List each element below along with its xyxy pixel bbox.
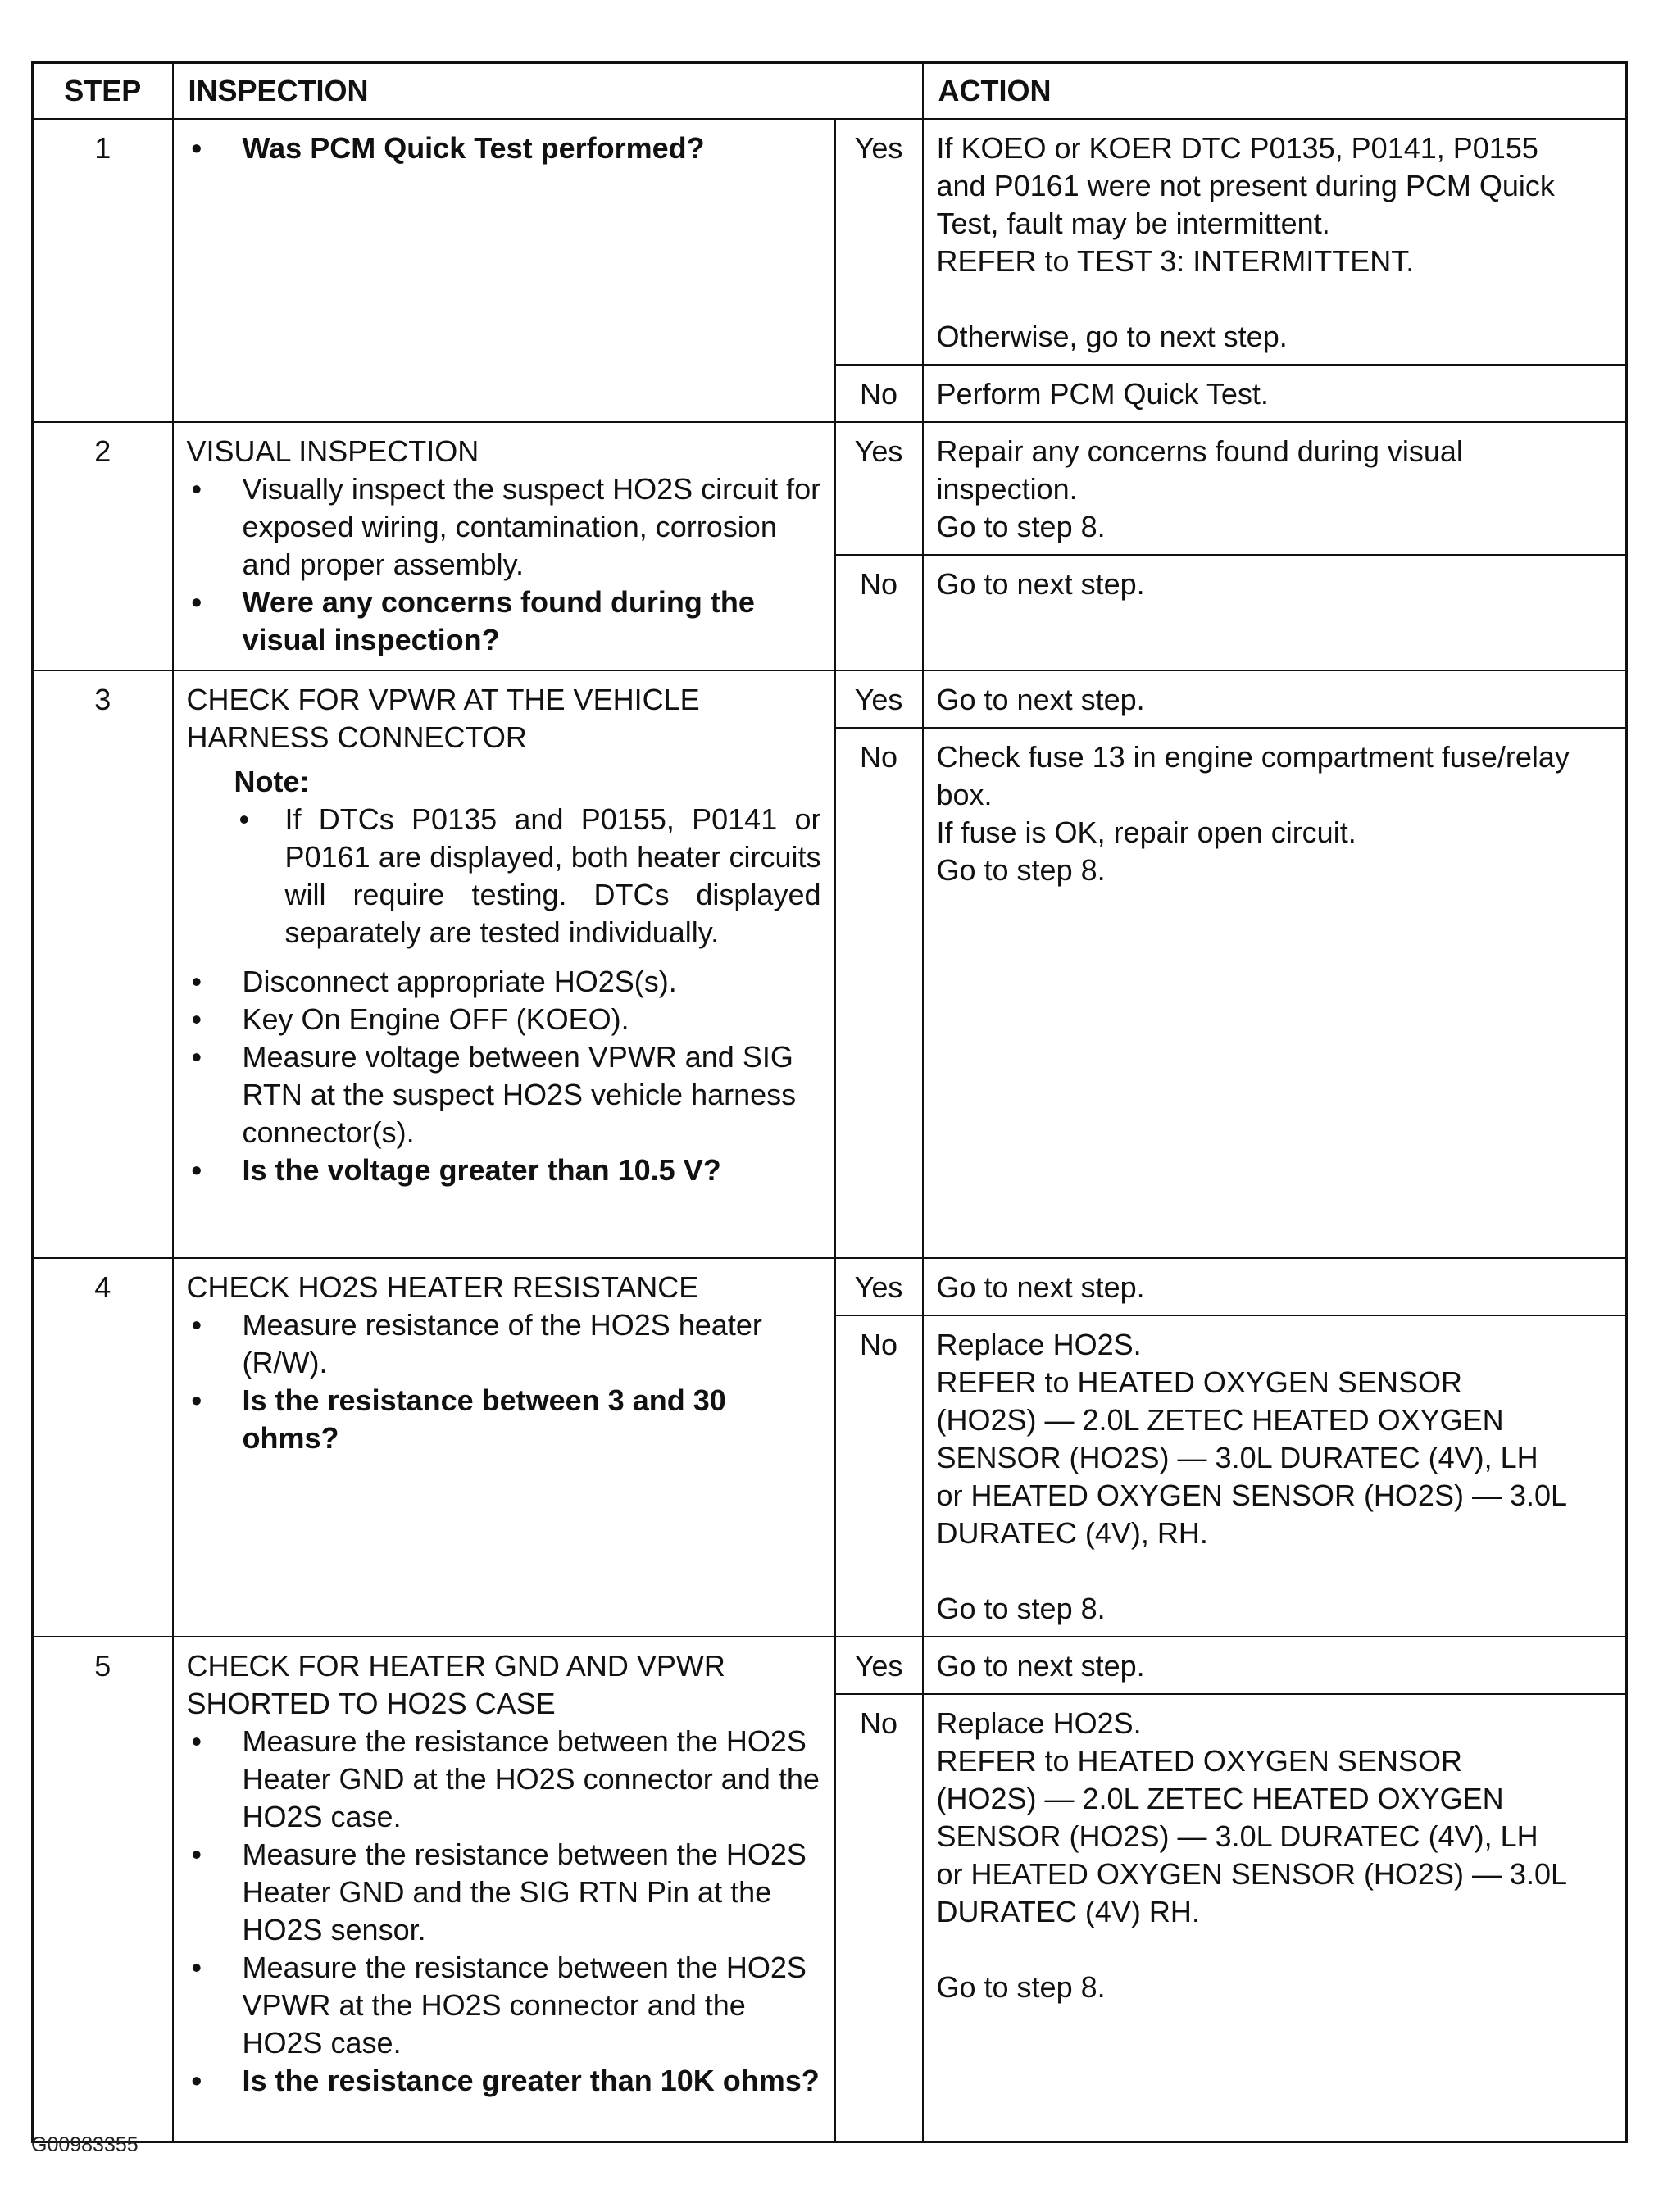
yes-label: Yes bbox=[835, 119, 923, 365]
action-line: Go to step 8. bbox=[936, 1970, 1106, 2004]
no-action bbox=[923, 1694, 1627, 2142]
inspection-bullet: • Key On Engine OFF (KOEO). bbox=[187, 1001, 821, 1038]
action-line: Go to next step. bbox=[936, 567, 1145, 601]
no-action bbox=[923, 555, 1627, 670]
action-line: (HO2S) — 2.0L ZETEC HEATED OXYGEN bbox=[936, 1403, 1504, 1437]
step-number: 4 bbox=[33, 1258, 173, 1637]
header-inspection: INSPECTION bbox=[173, 63, 923, 120]
action-line: Test, fault may be intermittent. bbox=[936, 207, 1330, 240]
note-title: Note: bbox=[234, 765, 310, 798]
header-action: ACTION bbox=[923, 63, 1627, 120]
action-line: Go to next step. bbox=[936, 1270, 1145, 1304]
inspection-bullet: • Measure voltage between VPWR and SIG RTN at the suspect HO2S vehicle harness connector(s). bbox=[187, 1038, 821, 1151]
inspection-bullets bbox=[187, 1723, 821, 2100]
action-line: REFER to HEATED OXYGEN SENSOR bbox=[936, 1744, 1462, 1778]
yes-action bbox=[923, 1258, 1627, 1315]
diagnostic-table bbox=[31, 61, 1628, 2143]
blank-line bbox=[937, 1931, 1613, 1969]
inspection-bullet: • Visually inspect the suspect HO2S circuit for exposed wiring, contamination, corrosion and proper assembly. bbox=[187, 470, 821, 584]
yes-action bbox=[923, 119, 1627, 365]
table-header-row bbox=[33, 63, 1627, 120]
action-line: If KOEO or KOER DTC P0135, P0141, P0155 bbox=[936, 131, 1538, 165]
action-line: or HEATED OXYGEN SENSOR (HO2S) — 3.0L bbox=[936, 1478, 1568, 1512]
step-number: 1 bbox=[33, 119, 173, 422]
inspection-bullets bbox=[187, 963, 821, 1189]
action-line: inspection. bbox=[936, 472, 1078, 506]
blank-line bbox=[937, 280, 1613, 318]
no-action bbox=[923, 728, 1627, 1258]
action-line: Perform PCM Quick Test. bbox=[936, 377, 1269, 411]
yes-label: Yes bbox=[835, 1637, 923, 1694]
action-line: Go to step 8. bbox=[936, 853, 1106, 887]
yes-action bbox=[923, 422, 1627, 555]
inspection-title: CHECK FOR HEATER GND AND VPWR SHORTED TO HO2S CASE bbox=[186, 1649, 725, 1720]
table-row bbox=[33, 422, 1627, 555]
step-number: 2 bbox=[33, 422, 173, 670]
action-line: SENSOR (HO2S) — 3.0L DURATEC (4V), LH bbox=[936, 1441, 1538, 1474]
table-body bbox=[33, 119, 1627, 2142]
table-row bbox=[33, 119, 1627, 365]
step-number: 3 bbox=[33, 670, 173, 1258]
inspection-cell bbox=[173, 119, 835, 422]
table-row bbox=[33, 1258, 1627, 1315]
yes-label: Yes bbox=[835, 1258, 923, 1315]
no-action bbox=[923, 1315, 1627, 1637]
table-row bbox=[33, 670, 1627, 728]
action-line: Check fuse 13 in engine compartment fuse/relay bbox=[936, 740, 1570, 774]
action-line: DURATEC (4V) RH. bbox=[936, 1895, 1200, 1928]
inspection-cell bbox=[173, 422, 835, 670]
inspection-bullet: • Disconnect appropriate HO2S(s). bbox=[187, 963, 821, 1001]
inspection-bullet: • Measure the resistance between the HO2S VPWR at the HO2S connector and the HO2S case. bbox=[187, 1949, 821, 2062]
note-block bbox=[187, 763, 821, 952]
action-line: REFER to TEST 3: INTERMITTENT. bbox=[936, 244, 1415, 278]
header-step: STEP bbox=[33, 63, 173, 120]
inspection-cell bbox=[173, 1637, 835, 2142]
inspection-bullet: • Is the resistance greater than 10K ohms? bbox=[187, 2062, 821, 2100]
note-list bbox=[234, 801, 821, 952]
yes-label: Yes bbox=[835, 670, 923, 728]
inspection-bullets bbox=[187, 1306, 821, 1457]
no-action bbox=[923, 365, 1627, 422]
document-code: G00983355 bbox=[31, 2133, 139, 2156]
no-label: No bbox=[835, 365, 923, 422]
action-line: Repair any concerns found during visual bbox=[936, 434, 1463, 468]
action-line: REFER to HEATED OXYGEN SENSOR bbox=[936, 1365, 1462, 1399]
inspection-bullet: • Was PCM Quick Test performed? bbox=[187, 129, 821, 167]
action-line: (HO2S) — 2.0L ZETEC HEATED OXYGEN bbox=[936, 1782, 1504, 1815]
action-line: DURATEC (4V), RH. bbox=[936, 1516, 1208, 1550]
action-line: Replace HO2S. bbox=[936, 1328, 1142, 1361]
action-line: Replace HO2S. bbox=[936, 1706, 1142, 1740]
inspection-bullets bbox=[187, 470, 821, 659]
inspection-bullets bbox=[187, 129, 821, 167]
inspection-bullet: • Is the voltage greater than 10.5 V? bbox=[187, 1151, 821, 1189]
note-item: • If DTCs P0135 and P0155, P0141 or P0161 are displayed, both heater circuits will require testing. DTCs displayed separately are tested individually. bbox=[234, 801, 821, 952]
inspection-cell bbox=[173, 670, 835, 1258]
action-line: box. bbox=[936, 778, 993, 811]
inspection-title: VISUAL INSPECTION bbox=[186, 434, 479, 468]
inspection-cell bbox=[173, 1258, 835, 1637]
action-line: Go to step 8. bbox=[936, 510, 1106, 543]
action-line: If fuse is OK, repair open circuit. bbox=[936, 815, 1356, 849]
inspection-title: CHECK HO2S HEATER RESISTANCE bbox=[186, 1270, 699, 1304]
inspection-title: CHECK FOR VPWR AT THE VEHICLE HARNESS CONNECTOR bbox=[186, 683, 700, 754]
action-line: Go to step 8. bbox=[936, 1592, 1106, 1625]
action-line: and P0161 were not present during PCM Quick bbox=[936, 169, 1555, 202]
yes-action bbox=[923, 670, 1627, 728]
inspection-bullet: • Is the resistance between 3 and 30 ohms? bbox=[187, 1382, 821, 1457]
action-line: Otherwise, go to next step. bbox=[936, 320, 1288, 353]
inspection-bullet: • Were any concerns found during the visual inspection? bbox=[187, 584, 821, 659]
yes-action bbox=[923, 1637, 1627, 1694]
action-line: or HEATED OXYGEN SENSOR (HO2S) — 3.0L bbox=[936, 1857, 1568, 1891]
step-number: 5 bbox=[33, 1637, 173, 2142]
table-row bbox=[33, 1637, 1627, 1694]
inspection-bullet: • Measure resistance of the HO2S heater (R/W). bbox=[187, 1306, 821, 1382]
action-line: SENSOR (HO2S) — 3.0L DURATEC (4V), LH bbox=[936, 1819, 1538, 1853]
blank-line bbox=[937, 1552, 1613, 1590]
inspection-bullet: • Measure the resistance between the HO2S Heater GND and the SIG RTN Pin at the HO2S sensor. bbox=[187, 1836, 821, 1949]
no-label: No bbox=[835, 555, 923, 670]
no-label: No bbox=[835, 1315, 923, 1637]
yes-label: Yes bbox=[835, 422, 923, 555]
no-label: No bbox=[835, 1694, 923, 2142]
inspection-bullet: • Measure the resistance between the HO2S Heater GND at the HO2S connector and the HO2S case. bbox=[187, 1723, 821, 1836]
action-line: Go to next step. bbox=[936, 683, 1145, 716]
action-line: Go to next step. bbox=[936, 1649, 1145, 1683]
no-label: No bbox=[835, 728, 923, 1258]
